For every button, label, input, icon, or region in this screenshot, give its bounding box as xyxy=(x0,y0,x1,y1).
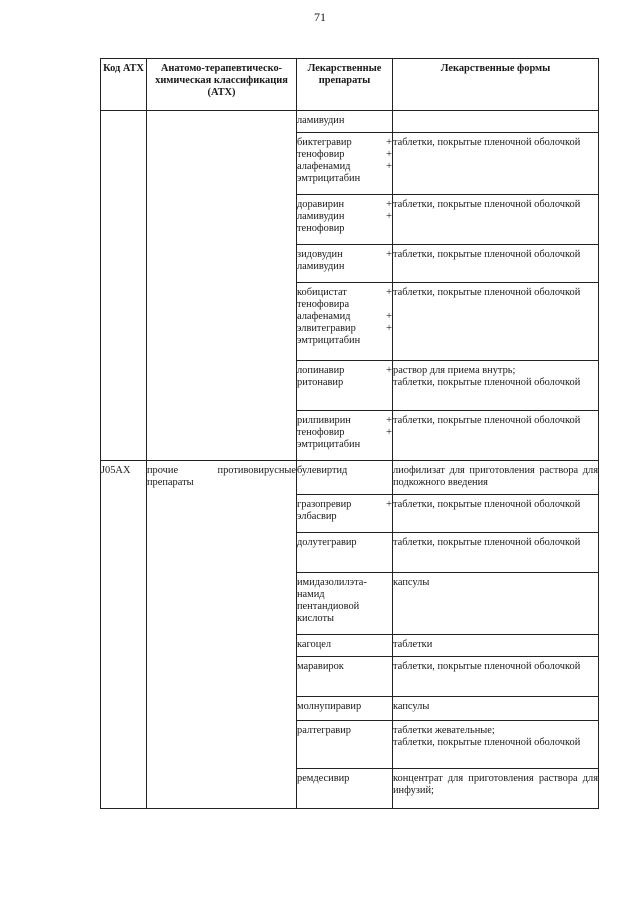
drug-cell xyxy=(297,721,393,769)
drug-name: биктегравир xyxy=(297,137,352,148)
drug-line xyxy=(297,365,392,377)
drug-cell xyxy=(297,533,393,573)
plus-sign: + xyxy=(386,365,392,376)
form-cell xyxy=(393,697,599,721)
drug-name: тенофовир xyxy=(297,427,345,438)
drug-name: кислоты xyxy=(297,613,334,624)
drug-name: эмтрицитабин xyxy=(297,173,361,184)
drug-line xyxy=(297,589,392,601)
drug-line xyxy=(297,465,392,477)
drug-line xyxy=(297,773,392,785)
drug-cell xyxy=(297,133,393,195)
dosage-form: таблетки, покрытые пленочной оболочкой xyxy=(393,377,581,388)
drug-line xyxy=(297,377,392,389)
drug-line xyxy=(297,439,392,451)
plus-sign: + xyxy=(386,415,392,426)
form-cell xyxy=(393,133,599,195)
drug-name: алафенамид xyxy=(297,311,351,322)
drug-line xyxy=(297,577,392,589)
drug-name: гразопревир xyxy=(297,499,352,510)
table-header-row xyxy=(101,59,599,111)
drug-name: ралтегравир xyxy=(297,725,351,736)
dosage-form: таблетки, покрытые пленочной оболочкой xyxy=(393,415,581,426)
form-cell xyxy=(393,461,599,495)
drug-name: доравирин xyxy=(297,199,345,210)
drug-cell xyxy=(297,495,393,533)
dosage-form: таблетки, покрытые пленочной оболочкой xyxy=(393,499,581,510)
plus-sign: + xyxy=(386,161,392,172)
plus-sign: + xyxy=(386,323,392,334)
drug-line xyxy=(297,199,392,211)
dosage-form: концентрат для приготовления раствора для инфузий; xyxy=(393,773,598,796)
drug-cell xyxy=(297,195,393,245)
drug-name: ламивудин xyxy=(297,211,345,222)
drug-line xyxy=(297,211,392,223)
form-cell xyxy=(393,411,599,461)
drug-name: алафенамид xyxy=(297,161,351,172)
drug-name: ламивудин xyxy=(297,261,345,272)
drug-name: эмтрицитабин xyxy=(297,439,361,450)
atx-table xyxy=(100,58,599,809)
drug-name: ламивудин xyxy=(297,115,345,126)
drug-name: эмтрицитабин xyxy=(297,335,361,346)
form-cell xyxy=(393,573,599,635)
drug-line xyxy=(297,511,392,523)
dosage-form: таблетки, покрытые пленочной оболочкой xyxy=(393,249,581,260)
drug-name: пентандиовой xyxy=(297,601,360,612)
drug-line xyxy=(297,173,392,185)
page-number: 71 xyxy=(314,10,326,24)
table-row xyxy=(101,111,599,133)
drug-name: ремдесивир xyxy=(297,773,350,784)
drug-cell xyxy=(297,461,393,495)
drug-cell xyxy=(297,283,393,361)
drug-line xyxy=(297,335,392,347)
dosage-form: таблетки, покрытые пленочной оболочкой xyxy=(393,199,581,210)
drug-name: зидовудин xyxy=(297,249,343,260)
drug-name: намид xyxy=(297,589,325,600)
drug-name: рилпивирин xyxy=(297,415,351,426)
plus-sign: + xyxy=(386,287,392,298)
form-cell xyxy=(393,245,599,283)
table-row xyxy=(101,461,599,495)
drug-name: элбасвир xyxy=(297,511,337,522)
form-cell xyxy=(393,533,599,573)
dosage-form: лиофилизат для приготовления раствора для подкожного введения xyxy=(393,465,598,488)
form-cell xyxy=(393,721,599,769)
drug-name: кобицистат xyxy=(297,287,347,298)
code-cell: J05AX xyxy=(101,461,147,809)
drug-name: булевиртид xyxy=(297,465,348,476)
drug-line xyxy=(297,115,392,127)
plus-sign: + xyxy=(386,199,392,210)
drug-cell xyxy=(297,411,393,461)
table-body xyxy=(101,111,599,809)
dosage-form: таблетки, покрытые пленочной оболочкой xyxy=(393,737,581,748)
plus-sign: + xyxy=(386,249,392,260)
header-forms: Лекарственные формы xyxy=(393,59,599,111)
drug-cell xyxy=(297,635,393,657)
drug-name: лопинавир xyxy=(297,365,345,376)
drug-line xyxy=(297,499,392,511)
drug-line xyxy=(297,323,392,335)
drug-cell xyxy=(297,657,393,697)
drug-name: тенофовир xyxy=(297,223,345,234)
drug-line xyxy=(297,661,392,673)
dosage-form: таблетки, покрытые пленочной оболочкой xyxy=(393,661,581,672)
dosage-form: капсулы xyxy=(393,701,430,712)
drug-line xyxy=(297,161,392,173)
drug-line xyxy=(297,427,392,439)
drug-line xyxy=(297,311,392,323)
dosage-form: раствор для приема внутрь; xyxy=(393,365,516,376)
dosage-form: таблетки жевательные; xyxy=(393,725,495,736)
dosage-form: таблетки xyxy=(393,639,433,650)
drug-cell xyxy=(297,769,393,809)
drug-name: долутегравир xyxy=(297,537,357,548)
plus-sign: + xyxy=(386,137,392,148)
drug-name: имидазолилэта- xyxy=(297,577,367,588)
header-code: Код АТХ xyxy=(101,59,147,111)
drug-line xyxy=(297,249,392,261)
form-cell xyxy=(393,195,599,245)
drug-name: тенофовир xyxy=(297,149,345,160)
drug-line xyxy=(297,725,392,737)
plus-sign: + xyxy=(386,311,392,322)
drug-line xyxy=(297,701,392,713)
drug-line xyxy=(297,613,392,625)
classification-cell-continued xyxy=(147,111,297,461)
drug-name: молнупиравир xyxy=(297,701,362,712)
drug-name: элвитегравир xyxy=(297,323,356,334)
form-cell xyxy=(393,283,599,361)
drug-cell xyxy=(297,111,393,133)
form-cell xyxy=(393,769,599,809)
plus-sign: + xyxy=(386,427,392,438)
form-cell xyxy=(393,111,599,133)
drug-cell xyxy=(297,361,393,411)
form-cell xyxy=(393,495,599,533)
classification-cell: прочие противовирусные препараты xyxy=(147,461,297,809)
form-cell xyxy=(393,635,599,657)
form-cell xyxy=(393,657,599,697)
drug-name: тенофовира xyxy=(297,299,350,310)
dosage-form: таблетки, покрытые пленочной оболочкой xyxy=(393,137,581,148)
plus-sign: + xyxy=(386,211,392,222)
dosage-form: таблетки, покрытые пленочной оболочкой xyxy=(393,537,581,548)
drug-line xyxy=(297,287,392,299)
drug-cell xyxy=(297,245,393,283)
form-cell xyxy=(393,361,599,411)
drug-line xyxy=(297,415,392,427)
header-drugs: Лекарственные препараты xyxy=(297,59,393,111)
drug-line xyxy=(297,537,392,549)
dosage-form: таблетки, покрытые пленочной оболочкой xyxy=(393,287,581,298)
drug-cell xyxy=(297,573,393,635)
drug-line xyxy=(297,601,392,613)
header-classification: Анатомо-терапевтическо-химическая классификация (АТХ) xyxy=(147,59,297,111)
plus-sign: + xyxy=(386,499,392,510)
plus-sign: + xyxy=(386,149,392,160)
drug-line xyxy=(297,299,392,311)
drug-line xyxy=(297,261,392,273)
code-cell-continued xyxy=(101,111,147,461)
drug-line xyxy=(297,137,392,149)
drug-name: кагоцел xyxy=(297,639,332,650)
drug-cell xyxy=(297,697,393,721)
dosage-form: капсулы xyxy=(393,577,430,588)
drug-line xyxy=(297,149,392,161)
drug-name: маравирок xyxy=(297,661,344,672)
drug-line xyxy=(297,223,392,235)
drug-line xyxy=(297,639,392,651)
drug-name: ритонавир xyxy=(297,377,344,388)
